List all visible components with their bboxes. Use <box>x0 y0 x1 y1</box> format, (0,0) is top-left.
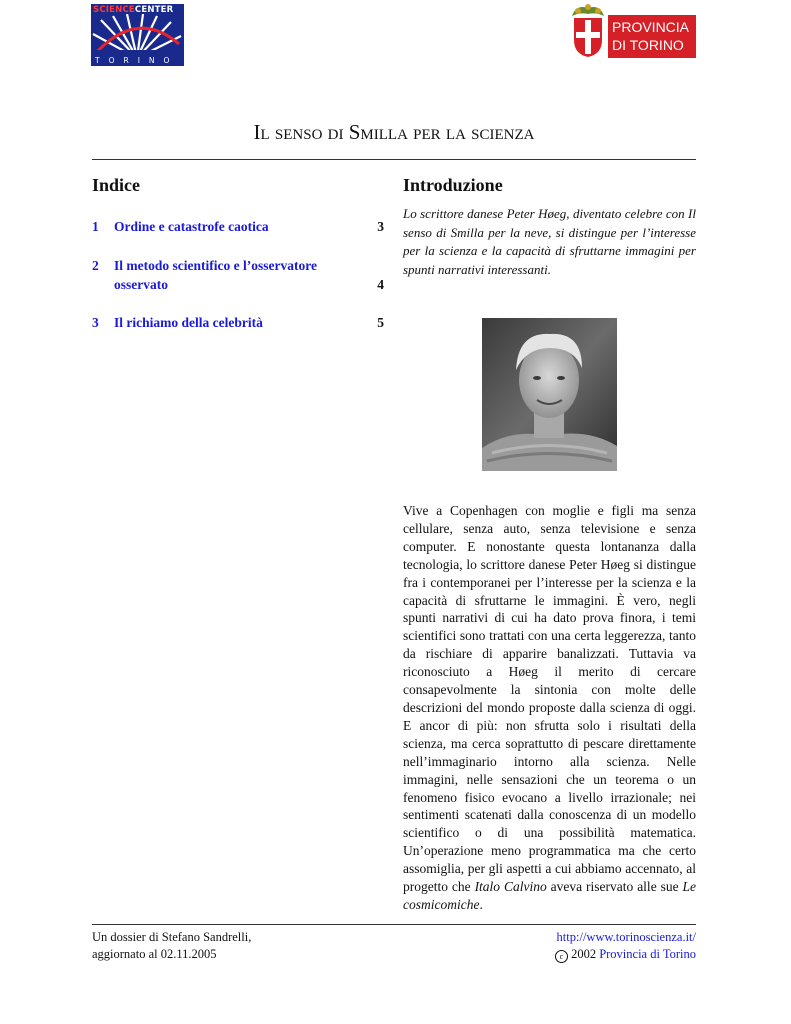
copyright-icon: c <box>555 950 568 963</box>
footer-divider <box>92 924 696 925</box>
footer-owner-link[interactable]: Provincia di Torino <box>599 947 696 961</box>
provincia-logo-line1: PROVINCIA <box>612 19 690 35</box>
science-center-rays-icon <box>91 14 184 58</box>
toc-item-3[interactable] <box>92 313 384 333</box>
title-divider <box>92 159 696 160</box>
intro-heading: Introduzione <box>403 175 503 195</box>
author-portrait <box>482 318 617 471</box>
document-title: Il senso di Smilla per la scienza <box>253 120 535 144</box>
toc-item-page: 5 <box>377 315 384 330</box>
toc-item-link[interactable]: Il metodo scientifico e l’osservatore osservato <box>114 258 317 292</box>
provincia-logo <box>568 2 696 58</box>
toc-item-number: 1 <box>92 219 99 234</box>
footer-credit <box>92 929 251 963</box>
toc-item-page: 3 <box>377 219 384 234</box>
toc-item-link[interactable]: Ordine e catastrofe caotica <box>114 219 269 234</box>
toc-item-2[interactable] <box>92 256 384 296</box>
science-center-logo-city: TORINO <box>95 56 179 65</box>
footer-updated: aggiornato al 02.11.2005 <box>92 947 217 961</box>
footer-author: Un dossier di Stefano Sandrelli, <box>92 930 252 944</box>
toc-item-link[interactable]: Il richiamo della celebrità <box>114 315 263 330</box>
intro-body: Vive a Copenhagen con moglie e figli ma senza cellulare, senza auto, senza televisione e senza computer. E nonostante questa lontananza dalla tecnologia, lo scrittore danese Peter Høeg si distingue fra i contemporanei per l’interesse per la scienza e la capacità di sfruttarne le immagini. È vero, negli spunti narrativi di cui ha dato prova finora, i temi scientifici sono trattati con una certa leggerezza, tanto da rischiare di apparire banalizzati. Tuttavia va riconosciuto a Høeg il merito di cercare consapevolmente la sintonia con molte delle descrizioni del mondo proposte dalla scienza di oggi. E ancor di più: non sfrutta solo i risultati della scienza, ma cerca soprattutto di pescare direttamente nell’immaginario intorno alla scienza. Nelle immagini, nelle sensazioni che un teorema o un fenomeno fisico evocano a livello irrazionale; nei sentimenti scatenati dalla conoscenza di un modello scientifico o di una possibilità matematica. Un’operazione meno programmatica ma che certo assomiglia, per gli aspetti a cui abbiamo accennato, al progetto che Italo Calvino aveva riservato alle sue Le cosmicomiche. <box>403 503 697 912</box>
science-center-logo-title: SCIENCECENTER <box>93 5 174 15</box>
toc-item-number: 2 <box>92 258 99 273</box>
provincia-logo-line2: DI TORINO <box>612 37 684 53</box>
toc-item-number: 3 <box>92 315 99 330</box>
footer-links <box>555 929 696 963</box>
intro-abstract: Lo scrittore danese Peter Høeg, diventato celebre con Il senso di Smilla per la neve, si distingue per l’interesse per la scienza e la capacità di sfruttarne immagini per spunti narrativi interessanti. <box>403 206 696 277</box>
footer-url-link[interactable]: http://www.torinoscienza.it/ <box>556 930 696 944</box>
toc-item-1[interactable] <box>92 217 384 237</box>
footer-copyright: c 2002 Provincia di Torino <box>555 946 696 963</box>
index-heading: Indice <box>92 175 141 195</box>
provincia-crest-icon <box>568 2 608 58</box>
science-center-logo <box>91 4 184 66</box>
provincia-logo-box <box>608 15 696 58</box>
toc-item-page: 4 <box>377 277 384 292</box>
